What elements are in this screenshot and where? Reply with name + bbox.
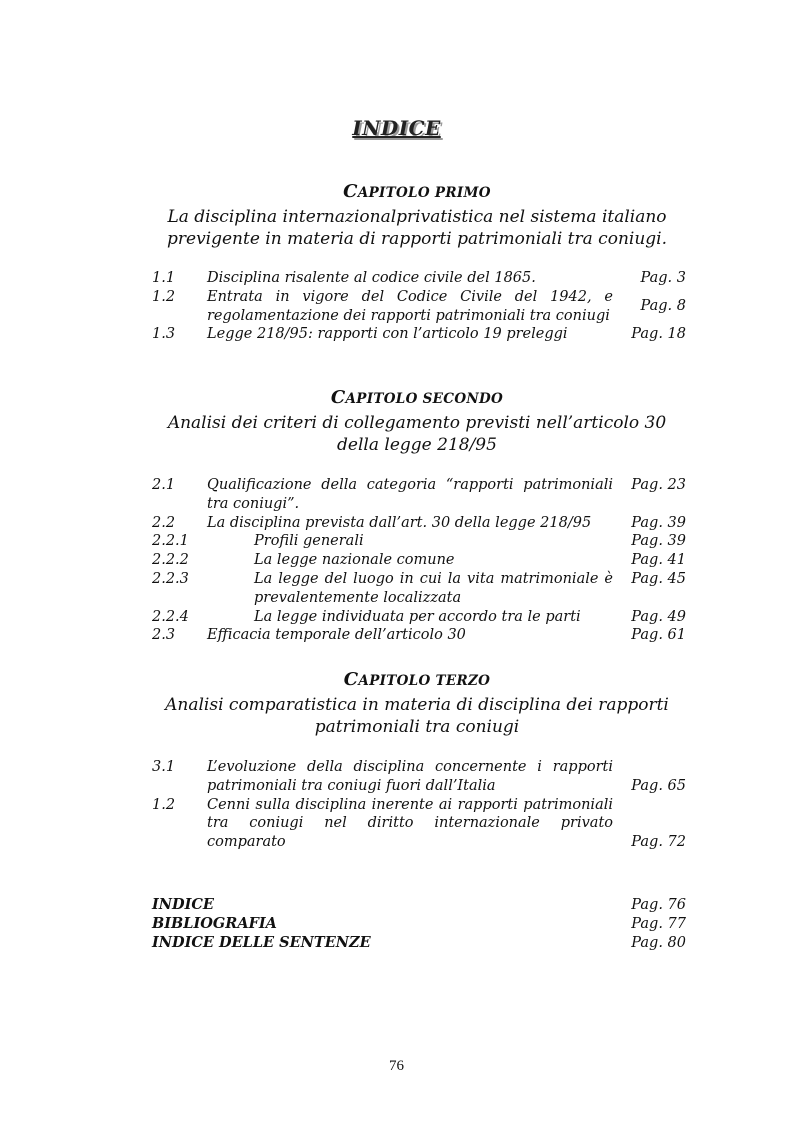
- entry-number: 2.2.3: [152, 570, 189, 587]
- entry-number: 3.1: [152, 759, 176, 775]
- entry-page: Pag. 18: [631, 326, 686, 343]
- toc-entry[interactable]: [152, 570, 686, 608]
- entry-page: Pag. 49: [631, 608, 686, 625]
- toc-entry[interactable]: [152, 325, 686, 344]
- chapter-2-heading: [150, 387, 684, 456]
- entry-page: Pag. 3: [640, 270, 686, 286]
- entry-title: La legge individuata per accordo tra le parti: [254, 608, 581, 625]
- entry-title: Entrata in vigore del Codice Civile del 1942, e regolamentazione dei rapporti patrimoniali tra coniugi: [207, 288, 613, 324]
- entry-page: Pag. 39: [631, 533, 686, 550]
- entry-title: Disciplina risalente al codice civile del 1865.: [207, 270, 536, 286]
- toc-entry[interactable]: [152, 626, 686, 645]
- toc-entry[interactable]: [152, 915, 686, 934]
- entry-number: 2.2.4: [152, 608, 189, 625]
- page-title: INDICE: [352, 116, 441, 140]
- entry-title: INDICE: [152, 896, 214, 913]
- entry-number: 2.3: [152, 627, 176, 644]
- toc-entry[interactable]: [152, 608, 686, 627]
- chapter-1-label: CAPITOLO PRIMO: [343, 181, 491, 202]
- entry-title: Profili generali: [254, 533, 364, 550]
- entry-page: Pag. 39: [631, 514, 686, 531]
- entry-number: 2.1: [152, 477, 176, 493]
- entry-number: 2.2.1: [152, 533, 189, 550]
- entry-page: Pag. 77: [631, 915, 686, 932]
- entry-page: Pag. 80: [631, 934, 686, 951]
- chapter-3-entries: [152, 758, 686, 852]
- chapter-2-label: CAPITOLO SECONDO: [330, 387, 504, 408]
- entry-page: Pag. 76: [631, 897, 686, 913]
- chapter-3-heading: [150, 669, 684, 738]
- chapter-1-heading: [150, 181, 684, 250]
- entry-title: La legge del luogo in cui la vita matrimoniale è prevalentemente localizzata: [254, 570, 613, 606]
- entry-number: 1.1: [152, 270, 176, 286]
- entry-page: Pag. 41: [631, 552, 686, 569]
- entry-title: Cenni sulla disciplina inerente ai rapporti patrimoniali tra coniugi nel diritto internazionale privato comparato: [207, 796, 613, 851]
- entry-page: Pag. 65: [631, 777, 686, 794]
- chapter-2-subtitle: Analisi dei criteri di collegamento previsti nell’articolo 30 della legge 218/95: [167, 413, 667, 455]
- entry-number: 1.2: [152, 288, 176, 305]
- entry-number: 2.2.2: [152, 552, 189, 569]
- entry-title: L’evoluzione della disciplina concernente i rapporti patrimoniali tra coniugi fuori dall’Italia: [207, 759, 613, 794]
- entry-title: Efficacia temporale dell’articolo 30: [207, 627, 466, 644]
- entry-page: Pag. 8: [640, 298, 686, 315]
- chapter-2-entries: [152, 476, 686, 645]
- page-number: 76: [389, 1058, 404, 1074]
- toc-entry[interactable]: [152, 514, 686, 533]
- entry-title: Legge 218/95: rapporti con l’articolo 19 preleggi: [207, 326, 568, 343]
- entry-title: Qualificazione della categoria “rapporti patrimoniali tra coniugi”.: [207, 477, 613, 512]
- entry-number: 1.3: [152, 326, 176, 343]
- toc-entry[interactable]: [152, 551, 686, 570]
- entry-page: Pag. 72: [631, 834, 686, 851]
- entry-title: La disciplina prevista dall’art. 30 della legge 218/95: [207, 514, 592, 531]
- entry-title: BIBLIOGRAFIA: [152, 914, 277, 932]
- entry-number: 2.2: [152, 514, 176, 531]
- entry-page: Pag. 61: [631, 627, 686, 644]
- appendix-entries: [152, 896, 686, 952]
- entry-page: Pag. 45: [631, 570, 686, 587]
- entry-title: INDICE DELLE SENTENZE: [152, 933, 371, 951]
- chapter-3-subtitle: Analisi comparatistica in materia di disciplina dei rapporti patrimoniali tra coniugi: [165, 695, 669, 737]
- toc-entry[interactable]: [152, 288, 686, 326]
- chapter-1-subtitle: La disciplina internazionalprivatistica nel sistema italiano previgente in materia di rapporti patrimoniali tra coniugi.: [167, 207, 667, 249]
- toc-entry[interactable]: [152, 269, 686, 288]
- chapter-3-label: CAPITOLO TERZO: [343, 669, 491, 690]
- entry-page: Pag. 23: [631, 477, 686, 493]
- entry-number: 1.2: [152, 796, 176, 813]
- chapter-1-entries: [152, 269, 686, 344]
- toc-entry[interactable]: [152, 758, 686, 796]
- toc-entry[interactable]: [152, 476, 686, 514]
- toc-entry[interactable]: [152, 532, 686, 551]
- toc-entry[interactable]: [152, 796, 686, 852]
- toc-entry[interactable]: [152, 896, 686, 915]
- toc-entry[interactable]: [152, 934, 686, 953]
- entry-title: La legge nazionale comune: [254, 552, 455, 569]
